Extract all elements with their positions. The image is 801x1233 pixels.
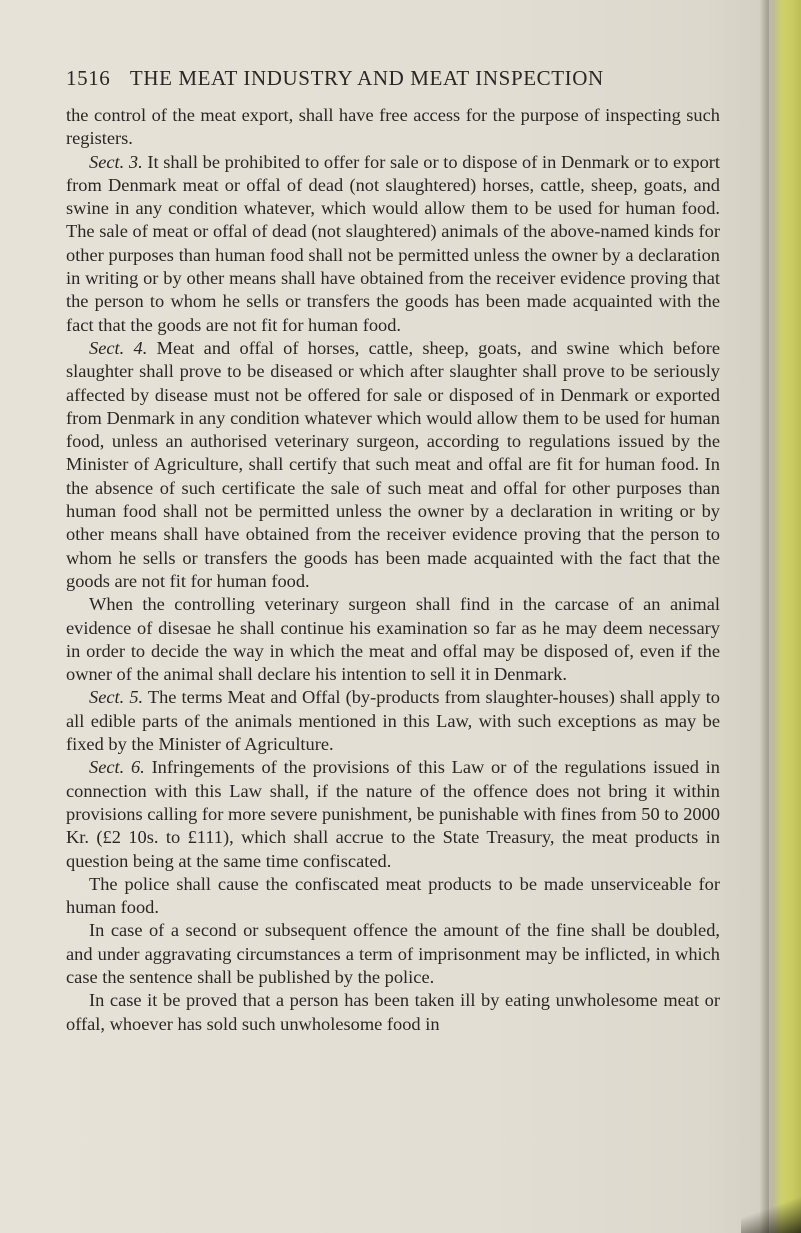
section-label: Sect. 4. xyxy=(89,337,148,358)
paragraph-text: In case it be proved that a person has been taken ill by eating unwholesome meat or offal, whoever has sold such unwholesome food in xyxy=(66,990,720,1034)
paragraph-0 xyxy=(66,104,720,151)
paragraph-taken-ill xyxy=(66,989,720,1036)
paragraph-text: Meat and offal of horses, cattle, sheep, goats, and swine which before slaughter shall prove to be diseased or which after slaughter shall prove to be seriously affected by disease must not be offered for sale or disposed of in Denmark or exported from Denmark in any condition whatever which would allow them to be used for human food, unless an authorised veterinary surgeon, according to regulations issued by the Minister of Agriculture, shall certify that such meat and offal are fit for human food. In the absence of such certificate the sale of such meat and offal for other purposes than human food shall not be permitted unless the owner by a declaration in writing or by other means shall have obtained from the receiver evidence proving that the person to whom he sells or transfers the goods has been made acquainted with the fact that the goods are not fit for human food. xyxy=(66,337,720,591)
body-text xyxy=(66,104,720,1036)
page-corner-shadow xyxy=(741,1193,801,1233)
gutter-shadow xyxy=(759,0,769,1233)
paragraph-controlling-veterinary xyxy=(66,593,720,686)
paragraph-text: Infringements of the provisions of this Law or of the regulations issued in connection with this Law shall, if the nature of the offence does not bring it within provisions calling for more severe punishment, be punishable with fines from 50 to 2000 Kr. (£2 10s. to £111), which shall accrue to the State Treasury, the meat products in question being at the same time confiscated. xyxy=(66,757,720,871)
paragraph-second-offence xyxy=(66,919,720,989)
section-label: Sect. 6. xyxy=(89,757,145,778)
paragraph-text: The terms Meat and Offal (by-products from slaughter-houses) shall apply to all edible parts of the animals mentioned in this Law, with such exceptions as may be fixed by the Minister of Agriculture. xyxy=(66,687,720,755)
section-label: Sect. 3. xyxy=(89,151,143,172)
paragraph-sect-5 xyxy=(66,686,720,756)
paragraph-police xyxy=(66,873,720,920)
paragraph-text: In case of a second or subsequent offence the amount of the fine shall be doubled, and under aggravating circumstances a term of imprisonment may be inflicted, in which case the sentence shall be published by the police. xyxy=(66,920,720,987)
paragraph-sect-4 xyxy=(66,337,720,593)
paragraph-text: The police shall cause the confiscated meat products to be made unserviceable for human food. xyxy=(66,873,720,918)
section-label: Sect. 5. xyxy=(89,687,144,708)
paragraph-text: It shall be prohibited to offer for sale or to dispose of in Denmark or to export from Denmark meat or offal of dead (not slaughtered) horses, cattle, sheep, goats, and swine in any condition whatever, which would allow them to be used for human food. The sale of meat or offal of dead (not slaughtered) animals of the above-named kinds for other purposes than human food shall not be permitted unless the owner by a declaration in writing or by other means shall have obtained from the receiver evidence proving that the person to whom he sells or transfers the goods has been made acquainted with the fact that the goods are not fit for human food. xyxy=(66,151,721,335)
page-number: 1516 xyxy=(66,66,111,90)
running-header xyxy=(66,66,726,91)
running-title: THE MEAT INDUSTRY AND MEAT INSPECTION xyxy=(129,66,604,90)
paragraph-sect-6 xyxy=(66,756,720,872)
paragraph-text: When the controlling veterinary surgeon shall find in the carcase of an animal evidence of disesae he shall continue his examination so far as he may deem necessary in order to decide the way in which the meat and offal may be disposed of, even if the owner of the animal shall declare his intention to sell it in Denmark. xyxy=(66,594,720,685)
paragraph-text: the control of the meat export, shall have free access for the purpose of inspecting such registers. xyxy=(66,105,720,149)
paragraph-sect-3 xyxy=(66,151,720,337)
